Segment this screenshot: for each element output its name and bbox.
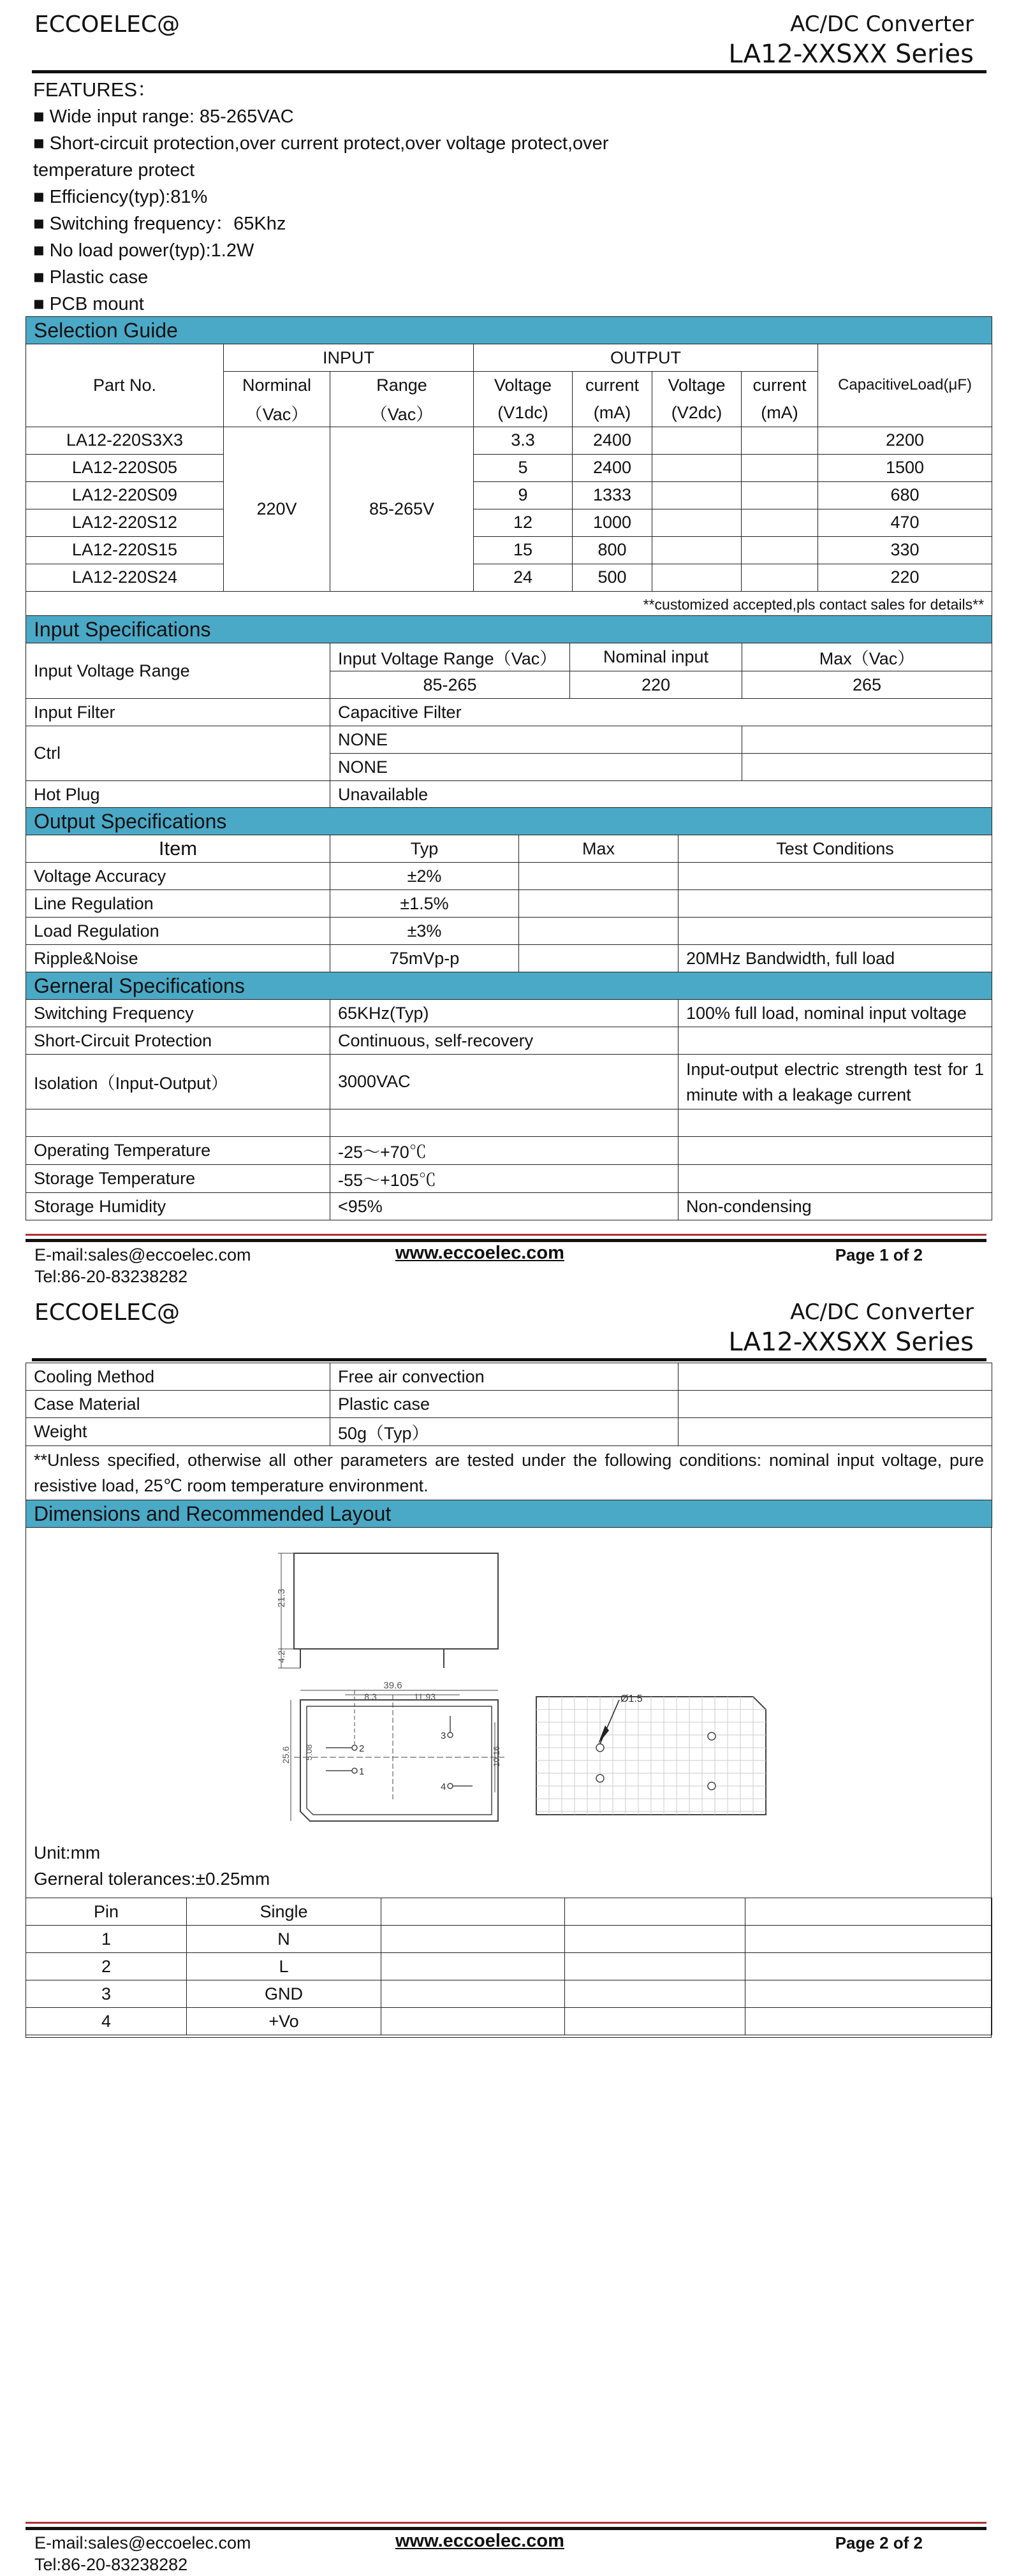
max-value: 265	[742, 671, 992, 699]
section-title: Input Specifications	[26, 616, 992, 643]
output-spec-table	[26, 807, 992, 972]
table-row	[26, 890, 992, 918]
max-head: Max（Vac）	[742, 643, 992, 671]
nominal-header: Norminal	[224, 372, 330, 399]
table-row	[26, 454, 992, 481]
item-label: Line Regulation	[26, 890, 330, 918]
range-unit: （Vac）	[330, 399, 474, 427]
pin-markers	[326, 1716, 473, 1789]
item-note	[678, 1363, 992, 1391]
c2-value	[742, 509, 818, 536]
doc-type: AC/DC Converter	[790, 1299, 974, 1325]
pin-table	[26, 1898, 992, 2035]
feature-item: ■ PCB mount	[33, 294, 144, 314]
empty-cell	[742, 726, 992, 754]
range-value: 85-265	[330, 671, 570, 699]
c2-value	[742, 564, 818, 591]
empty-cell	[565, 1980, 745, 2008]
item-note	[678, 1165, 992, 1193]
v1-value: 15	[474, 536, 573, 564]
table-row	[26, 1055, 992, 1109]
pin-label-1: 1	[359, 1766, 365, 1777]
c1-value: 500	[573, 564, 652, 591]
table-row	[26, 1193, 992, 1220]
page-footer	[26, 2522, 986, 2576]
item-value: Plastic case	[330, 1391, 678, 1418]
item-header: Item	[26, 835, 330, 863]
item-note: Input-output electric strength test for 1 minute with a leakage current	[678, 1055, 992, 1109]
ctrl-value: NONE	[330, 754, 742, 781]
empty-cell	[742, 754, 992, 781]
item-label: Weight	[26, 1418, 330, 1446]
item-label: Voltage Accuracy	[26, 863, 330, 890]
pin-label-2: 2	[359, 1743, 365, 1754]
feature-item: ■ Efficiency(typ):81%	[33, 187, 208, 207]
table-row	[26, 2008, 992, 2035]
item-label: Case Material	[26, 1391, 330, 1418]
pin-number: 3	[26, 1980, 187, 2008]
footer-email[interactable]: E-mail:sales@eccoelec.com	[34, 2533, 251, 2552]
max-value	[519, 890, 678, 918]
empty-cell	[745, 2008, 992, 2035]
item-label	[26, 1109, 330, 1137]
empty-cell	[745, 1898, 992, 1926]
input-header: INPUT	[224, 344, 474, 372]
item-label: Storage Temperature	[26, 1165, 330, 1193]
empty-cell	[381, 2008, 565, 2035]
pin-function: N	[187, 1926, 381, 1953]
table-row	[26, 1109, 992, 1137]
input-spec-table	[26, 615, 992, 809]
test-value	[678, 890, 992, 918]
page-header	[26, 0, 986, 74]
c2-value	[742, 536, 818, 564]
custom-note: **customized accepted,pls contact sales for details**	[26, 591, 992, 618]
feature-item: ■ No load power(typ):1.2W	[33, 240, 254, 261]
v2-header: Voltage	[652, 372, 742, 399]
dim-d1: 8.3	[364, 1692, 377, 1702]
v1-value: 12	[474, 509, 573, 536]
range-value: 85-265V	[330, 427, 474, 591]
dim-d3: 5.08	[304, 1744, 314, 1760]
table-row	[26, 481, 992, 509]
dim-d4: 10.16	[492, 1746, 501, 1767]
hole-diameter: Ø1.5	[620, 1694, 643, 1704]
item-label: Load Regulation	[26, 918, 330, 945]
v1-value: 5	[474, 454, 573, 481]
item-note	[678, 1137, 992, 1165]
test-value: 20MHz Bandwidth, full load	[678, 945, 992, 972]
footer-tel: Tel:86-20-83238282	[34, 2555, 188, 2574]
max-value	[519, 863, 678, 890]
section-title: Output Specifications	[26, 808, 992, 835]
pcb-layout	[536, 1697, 766, 1815]
table-row	[26, 945, 992, 972]
table-row	[26, 509, 992, 536]
conditions-note: **Unless specified, otherwise all other parameters are tested under the following conditions: nominal input voltage, pure resistive load, 25℃ room temperature environment.	[26, 1446, 992, 1500]
part-number: LA12-220S12	[26, 509, 224, 536]
table-row	[26, 1165, 992, 1193]
cap-value: 330	[818, 536, 992, 564]
misc-spec-table	[26, 1363, 992, 1528]
brand-name: ECCOELEC@	[34, 1299, 180, 1326]
feature-item: ■ Short-circuit protection,over current protect,over voltage protect,over temperature protect	[33, 133, 609, 180]
input-filter-value: Capacitive Filter	[330, 699, 992, 726]
v1-unit: (V1dc)	[474, 399, 573, 427]
item-note: Non-condensing	[678, 1193, 992, 1220]
range-head: Input Voltage Range（Vac）	[330, 643, 570, 671]
c2-value	[742, 454, 818, 481]
ctrl-value: NONE	[330, 726, 742, 754]
c1-value: 2400	[573, 427, 652, 454]
item-label: Short-Circuit Protection	[26, 1027, 330, 1055]
nominal-head: Nominal input	[570, 643, 742, 671]
table-row	[26, 1980, 992, 2008]
item-value: -25～+70℃	[330, 1137, 678, 1165]
empty-cell	[565, 1926, 745, 1953]
c1-value: 800	[573, 536, 652, 564]
empty-cell	[565, 1953, 745, 1980]
nominal-value: 220	[570, 671, 742, 699]
cap-value: 220	[818, 564, 992, 591]
empty-cell	[381, 1898, 565, 1926]
general-spec-table	[26, 972, 992, 1220]
nominal-value: 220V	[224, 427, 330, 591]
empty-cell	[745, 1980, 992, 2008]
dim-height: 21.3	[276, 1588, 287, 1607]
cap-value: 680	[818, 481, 992, 509]
item-note	[678, 1027, 992, 1055]
page-number: Page 1 of 2	[835, 1245, 923, 1264]
series-title: LA12-XXSXX Series	[728, 40, 974, 69]
item-value: 50g（Typ）	[330, 1418, 678, 1446]
typ-header: Typ	[330, 835, 519, 863]
table-row	[26, 1926, 992, 1953]
v2-unit: (V2dc)	[652, 399, 742, 427]
c2-value	[742, 481, 818, 509]
typ-value: ±2%	[330, 863, 519, 890]
item-label: Storage Humidity	[26, 1193, 330, 1220]
item-value: 3000VAC	[330, 1055, 678, 1109]
item-label: Operating Temperature	[26, 1137, 330, 1165]
item-label: Cooling Method	[26, 1363, 330, 1391]
output-header: OUTPUT	[474, 344, 818, 372]
top-view	[291, 1690, 504, 1821]
section-title: Dimensions and Recommended Layout	[26, 1500, 992, 1528]
pin-number: 4	[26, 2008, 187, 2035]
v1-header: Voltage	[474, 372, 573, 399]
empty-cell	[565, 1898, 745, 1926]
max-header: Max	[519, 835, 678, 863]
part-number: LA12-220S3X3	[26, 427, 224, 454]
pin-function: L	[187, 1953, 381, 1980]
features-title: FEATURES：	[33, 78, 158, 101]
table-row	[26, 1391, 992, 1418]
table-row	[26, 1027, 992, 1055]
cap-value: 470	[818, 509, 992, 536]
dim-length: 39.6	[383, 1680, 402, 1691]
cap-value: 1500	[818, 454, 992, 481]
item-note	[678, 1418, 992, 1446]
table-row	[26, 863, 992, 890]
item-value: <95%	[330, 1193, 678, 1220]
empty-cell	[381, 1926, 565, 1953]
empty-cell	[745, 1953, 992, 1980]
empty-cell	[565, 2008, 745, 2035]
test-header: Test Conditions	[678, 835, 992, 863]
brand-name: ECCOELEC@	[34, 11, 180, 38]
v1-value: 9	[474, 481, 573, 509]
pin-function: +Vo	[187, 2008, 381, 2035]
footer-website-link[interactable]: www.eccoelec.com	[395, 2531, 564, 2551]
page-footer	[26, 1234, 986, 1288]
v2-value	[652, 564, 742, 591]
hot-plug-value: Unavailable	[330, 781, 992, 809]
table-row	[26, 1363, 992, 1391]
item-label: Switching Frequency	[26, 1000, 330, 1027]
table-row	[26, 1418, 992, 1446]
c1-value: 2400	[573, 454, 652, 481]
empty-cell	[745, 1926, 992, 1953]
test-value	[678, 863, 992, 890]
feature-item: ■ Switching frequency：65Khz	[33, 214, 286, 234]
footer-email[interactable]: E-mail:sales@eccoelec.com	[34, 1245, 251, 1264]
footer-tel: Tel:86-20-83238282	[34, 1267, 188, 1286]
table-row	[26, 564, 992, 591]
range-header: Range	[330, 372, 474, 399]
item-label: Ripple&Noise	[26, 945, 330, 972]
unit-label: Unit:mm	[34, 1843, 101, 1862]
dim-d2: 11.93	[414, 1692, 436, 1702]
item-note	[678, 1391, 992, 1418]
series-title: LA12-XXSXX Series	[728, 1328, 974, 1357]
v1-value: 3.3	[474, 427, 573, 454]
pin-number: 2	[26, 1953, 187, 1980]
table-row	[26, 918, 992, 945]
item-note	[678, 1109, 992, 1137]
c1-value: 1333	[573, 481, 652, 509]
pin-header: Pin	[26, 1898, 187, 1926]
pin-label-4: 4	[441, 1782, 446, 1792]
max-value	[519, 918, 678, 945]
part-number: LA12-220S09	[26, 481, 224, 509]
c1-header: current	[573, 372, 652, 399]
empty-cell	[381, 1980, 565, 2008]
nominal-unit: （Vac）	[224, 399, 330, 427]
dim-pin-length: 4.2	[276, 1650, 286, 1663]
table-row	[26, 536, 992, 564]
c2-header: current	[742, 372, 818, 399]
tolerance-label: Gerneral tolerances:±0.25mm	[34, 1869, 270, 1889]
input-voltage-range-label: Input Voltage Range	[26, 643, 330, 699]
part-number: LA12-220S15	[26, 536, 224, 564]
typ-value: ±3%	[330, 918, 519, 945]
capacitive-load-header: CapacitiveLoad(μF)	[818, 344, 992, 427]
item-value	[330, 1109, 678, 1137]
empty-cell	[381, 1953, 565, 1980]
feature-item: ■ Plastic case	[33, 267, 149, 288]
pin-function: GND	[187, 1980, 381, 2008]
section-title: Selection Guide	[26, 317, 992, 344]
item-value: -55～+105℃	[330, 1165, 678, 1193]
side-view	[278, 1553, 498, 1668]
typ-value: ±1.5%	[330, 890, 519, 918]
v2-value	[652, 454, 742, 481]
c1-unit: (mA)	[573, 399, 652, 427]
v2-value	[652, 536, 742, 564]
v2-value	[652, 481, 742, 509]
c1-value: 1000	[573, 509, 652, 536]
test-value	[678, 918, 992, 945]
v2-value	[652, 509, 742, 536]
item-note: 100% full load, nominal input voltage	[678, 1000, 992, 1027]
part-number: LA12-220S24	[26, 564, 224, 591]
table-row	[26, 427, 992, 454]
pin-number: 1	[26, 1926, 187, 1953]
cap-value: 2200	[818, 427, 992, 454]
selection-guide-table	[26, 316, 992, 619]
max-value	[519, 945, 678, 972]
v1-value: 24	[474, 564, 573, 591]
item-value: Continuous, self-recovery	[330, 1027, 678, 1055]
feature-item: ■ Wide input range: 85-265VAC	[33, 106, 294, 127]
item-label: Isolation（Input-Output）	[26, 1055, 330, 1109]
single-header: Single	[187, 1898, 381, 1926]
page-header	[26, 1288, 986, 1362]
section-title: Gerneral Specifications	[26, 972, 992, 1000]
item-value: Free air convection	[330, 1363, 678, 1391]
typ-value: 75mVp-p	[330, 945, 519, 972]
header-rule	[32, 70, 986, 73]
input-filter-label: Input Filter	[26, 699, 330, 726]
dim-width: 25.6	[281, 1746, 291, 1764]
features-list	[33, 77, 990, 318]
table-row	[26, 1953, 992, 1980]
part-no-header: Part No.	[26, 344, 224, 427]
footer-website-link[interactable]: www.eccoelec.com	[395, 1243, 564, 1263]
ctrl-label: Ctrl	[26, 726, 330, 781]
dimensions-drawing	[26, 1528, 991, 1834]
table-row	[26, 1137, 992, 1165]
item-value: 65KHz(Typ)	[330, 1000, 678, 1027]
page-number: Page 2 of 2	[835, 2533, 923, 2552]
c2-value	[742, 427, 818, 454]
v2-value	[652, 427, 742, 454]
pin-label-3: 3	[441, 1731, 446, 1741]
doc-type: AC/DC Converter	[790, 11, 974, 37]
part-number: LA12-220S05	[26, 454, 224, 481]
table-row	[26, 1000, 992, 1027]
hot-plug-label: Hot Plug	[26, 781, 330, 809]
c2-unit: (mA)	[742, 399, 818, 427]
header-rule	[32, 1358, 986, 1361]
